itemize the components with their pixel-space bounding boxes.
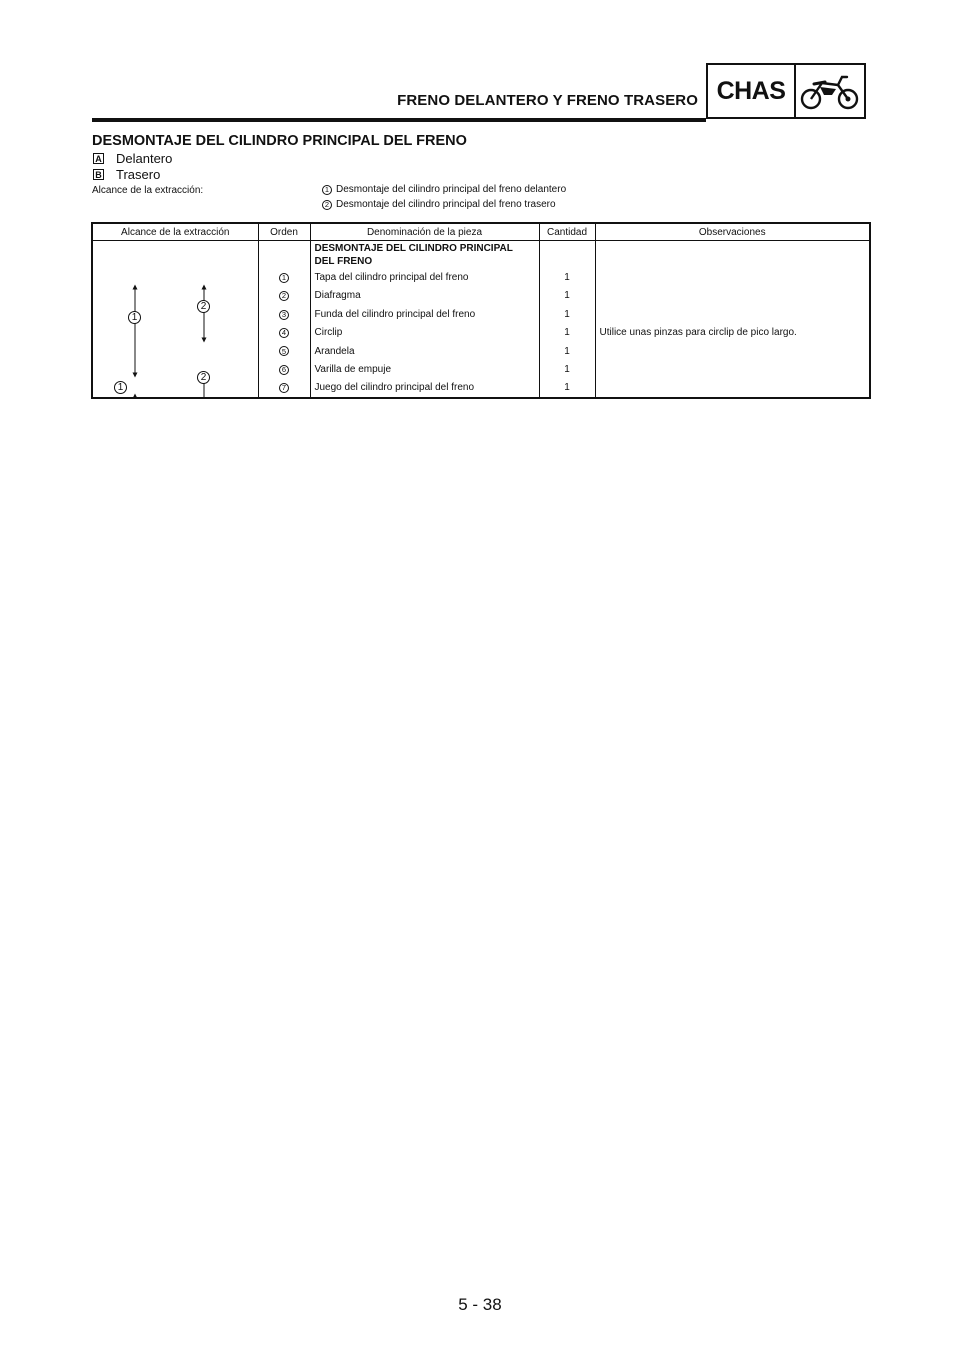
cell-order (258, 241, 310, 269)
scope-item-text: Desmontaje del cilindro principal del freno trasero (336, 199, 556, 210)
chas-label: CHAS (708, 65, 796, 117)
scope-arrows-diagram (93, 241, 259, 397)
legend-rear (92, 167, 160, 182)
cell-obs (595, 342, 870, 360)
cell-qty (539, 241, 595, 269)
header-scope: Alcance de la extracción (92, 223, 258, 241)
legend-label: Delantero (116, 151, 173, 166)
page-number: 5 - 38 (458, 1295, 502, 1314)
legend-front (92, 151, 172, 166)
cell-part-name: Arandela (310, 342, 539, 360)
page-header-title: FRENO DELANTERO Y FRENO TRASERO (397, 92, 698, 109)
table-title-row (92, 241, 870, 269)
legend-label: Trasero (116, 167, 161, 182)
cell-part-name: Funda del cilindro principal del freno (310, 305, 539, 323)
table-section-title: DESMONTAJE DEL CILINDRO PRINCIPAL DEL FRENO (310, 241, 539, 269)
cell-order: 1 (258, 268, 310, 286)
cell-qty: 1 (539, 379, 595, 398)
cell-part-name: Juego del cilindro principal del freno (310, 379, 539, 398)
header-part-name: Denominación de la pieza (310, 223, 539, 241)
cell-part-name: Varilla de empuje (310, 360, 539, 378)
cell-order: 6 (258, 360, 310, 378)
table-header-row (92, 223, 870, 241)
parts-table (91, 222, 871, 399)
header-quantity: Cantidad (539, 223, 595, 241)
cell-order: 4 (258, 323, 310, 341)
cell-order: 3 (258, 305, 310, 323)
motorcycle-icon (796, 65, 864, 117)
scope-marker-1: 1 (128, 311, 141, 324)
scope-item-1 (322, 184, 566, 195)
cell-part-name: Circlip (310, 323, 539, 341)
cell-order: 7 (258, 379, 310, 398)
scope-marker-2: 2 (197, 371, 210, 384)
circled-number: 1 (322, 185, 332, 195)
scope-label: Alcance de la extracción: (92, 185, 204, 196)
cell-order: 2 (258, 287, 310, 305)
header-remarks: Observaciones (595, 223, 870, 241)
cell-order: 5 (258, 342, 310, 360)
cell-qty: 1 (539, 360, 595, 378)
cell-obs (595, 241, 870, 269)
circled-number: 2 (322, 200, 332, 210)
cell-obs (595, 287, 870, 305)
cell-qty: 1 (539, 342, 595, 360)
cell-part-name: Diafragma (310, 287, 539, 305)
scope-marker-1: 1 (114, 381, 127, 394)
cell-obs (595, 379, 870, 398)
section-title: DESMONTAJE DEL CILINDRO PRINCIPAL DEL FRENO (92, 133, 467, 149)
legend-letter-b: B (93, 169, 104, 180)
cell-part-name: Tapa del cilindro principal del freno (310, 268, 539, 286)
cell-qty: 1 (539, 323, 595, 341)
cell-qty: 1 (539, 305, 595, 323)
cell-obs (595, 268, 870, 286)
header-rule (92, 118, 706, 122)
header-order: Orden (258, 223, 310, 241)
scope-item-text: Desmontaje del cilindro principal del freno delantero (336, 184, 567, 195)
chas-badge (706, 63, 866, 119)
scope-item-2 (322, 199, 556, 210)
cell-qty: 1 (539, 268, 595, 286)
cell-obs (595, 305, 870, 323)
cell-obs: Utilice unas pinzas para circlip de pico largo. (595, 323, 870, 341)
scope-marker-2: 2 (197, 300, 210, 313)
legend-letter-a: A (93, 153, 104, 164)
cell-qty: 1 (539, 287, 595, 305)
cell-obs (595, 360, 870, 378)
scope-diagram-cell (92, 241, 258, 399)
